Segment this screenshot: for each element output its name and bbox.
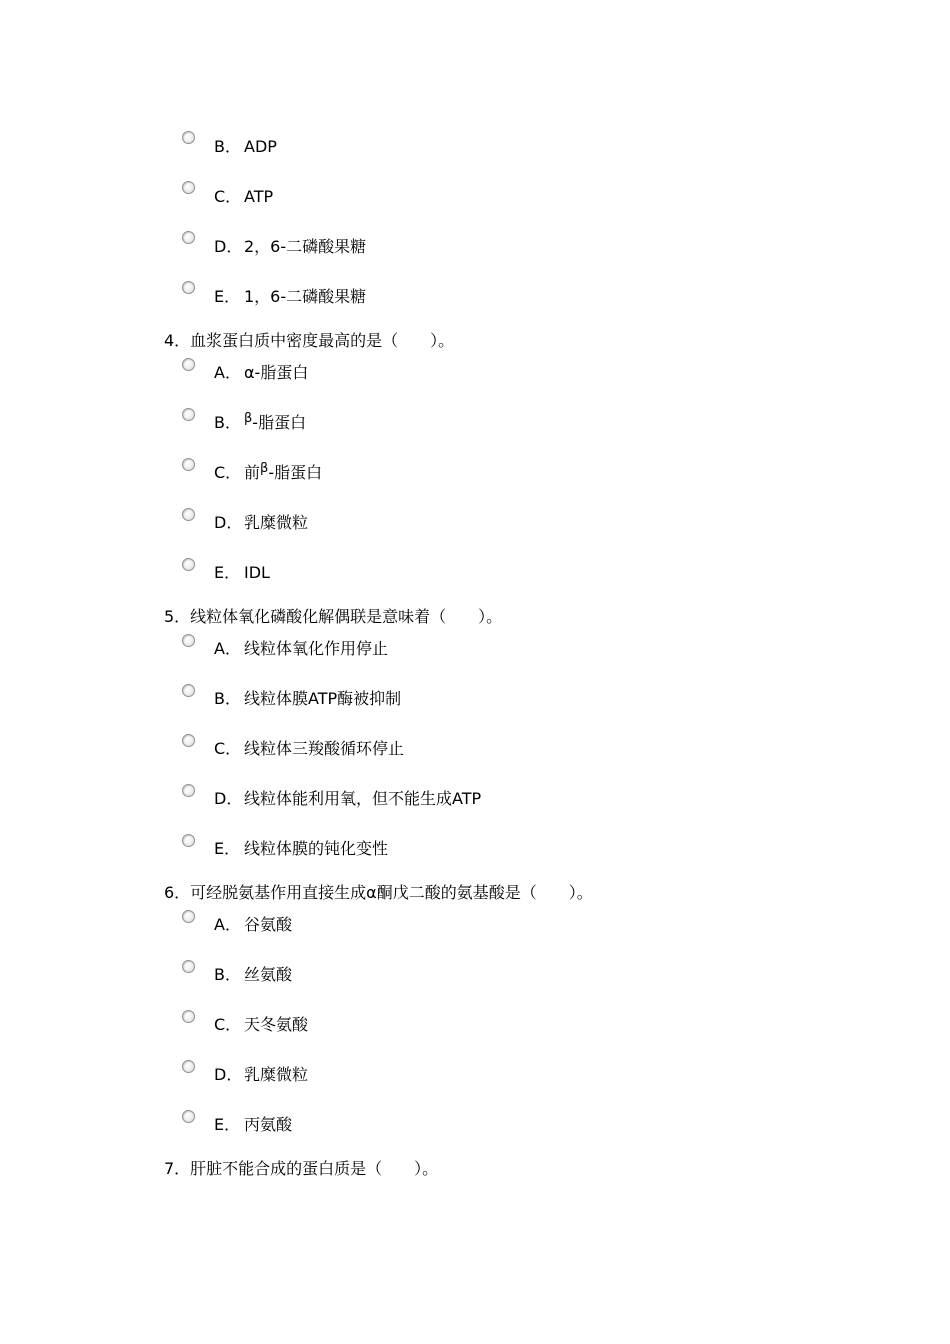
option-text: IDL [244, 563, 270, 582]
option-letter: A． [214, 915, 241, 934]
option-prefix: 前 [244, 463, 261, 482]
radio-button-q4-c[interactable] [182, 458, 195, 471]
question-6-prompt: 6．可经脱氨基作用直接生成α酮戊二酸的氨基酸是（ ）。 [164, 883, 593, 902]
option-q3-d [214, 237, 366, 257]
option-letter: E． [214, 563, 241, 582]
option-q6-b [214, 965, 292, 985]
option-q4-b [214, 413, 306, 435]
option-q6-e [214, 1115, 292, 1135]
option-letter: B． [214, 965, 241, 984]
option-text: 线粒体膜ATP酶被抑制 [244, 689, 402, 708]
option-q5-d [214, 789, 481, 809]
option-letter: B． [214, 413, 241, 432]
option-text: 线粒体膜的钝化变性 [244, 839, 389, 858]
option-letter: E． [214, 1115, 241, 1134]
radio-button-q6-e[interactable] [182, 1110, 195, 1123]
option-q5-a [214, 639, 388, 659]
beta-superscript: β [244, 411, 253, 426]
option-q6-d [214, 1065, 308, 1085]
option-q6-a [214, 915, 292, 935]
option-text: -脂蛋白 [252, 413, 307, 432]
radio-button-q3-e[interactable] [182, 281, 195, 294]
option-text: 乳糜微粒 [244, 513, 309, 532]
option-letter: A． [214, 639, 241, 658]
option-q5-b [214, 689, 401, 709]
radio-button-q4-a[interactable] [182, 358, 195, 371]
option-letter: B． [214, 137, 241, 156]
option-q5-e [214, 839, 388, 859]
radio-button-q6-b[interactable] [182, 960, 195, 973]
radio-button-q4-b[interactable] [182, 408, 195, 421]
radio-button-q4-d[interactable] [182, 508, 195, 521]
option-q4-c [214, 463, 322, 485]
option-text: ATP [244, 187, 274, 206]
option-letter: D． [214, 1065, 243, 1084]
option-letter: C． [214, 1015, 242, 1034]
option-letter: C． [214, 739, 242, 758]
option-q6-c [214, 1015, 308, 1035]
option-text: 线粒体三羧酸循环停止 [244, 739, 405, 758]
option-text: 线粒体氧化作用停止 [244, 639, 389, 658]
option-text: 2，6-二磷酸果糖 [244, 237, 367, 256]
option-text: 线粒体能利用氧，但不能生成ATP [244, 789, 482, 808]
radio-button-q5-c[interactable] [182, 734, 195, 747]
option-letter: E． [214, 287, 241, 306]
option-q3-e [214, 287, 366, 307]
radio-button-q3-c[interactable] [182, 181, 195, 194]
option-text: 天冬氨酸 [244, 1015, 309, 1034]
option-letter: C． [214, 463, 242, 482]
radio-button-q4-e[interactable] [182, 558, 195, 571]
option-q4-e [214, 563, 270, 583]
option-text: 乳糜微粒 [244, 1065, 309, 1084]
question-5-prompt: 5．线粒体氧化磷酸化解偶联是意味着（ ）。 [164, 607, 503, 626]
option-q4-a [214, 363, 308, 383]
option-text: 1，6-二磷酸果糖 [244, 287, 367, 306]
option-text: ADP [244, 137, 277, 156]
radio-button-q6-a[interactable] [182, 910, 195, 923]
beta-superscript: β [260, 461, 269, 476]
option-q4-d [214, 513, 308, 533]
option-q5-c [214, 739, 404, 759]
option-letter: B． [214, 689, 241, 708]
option-text: 谷氨酸 [244, 915, 293, 934]
option-q3-c [214, 187, 273, 207]
option-text: 丝氨酸 [244, 965, 293, 984]
question-4-prompt: 4．血浆蛋白质中密度最高的是（ ）。 [164, 331, 455, 350]
option-letter: D． [214, 789, 243, 808]
option-text: 丙氨酸 [244, 1115, 293, 1134]
option-letter: C． [214, 187, 242, 206]
option-text: -脂蛋白 [268, 463, 323, 482]
radio-button-q5-e[interactable] [182, 834, 195, 847]
option-letter: D． [214, 513, 243, 532]
radio-button-q6-d[interactable] [182, 1060, 195, 1073]
option-letter: A． [214, 363, 241, 382]
radio-button-q3-d[interactable] [182, 231, 195, 244]
option-q3-b [214, 137, 277, 157]
radio-button-q3-b[interactable] [182, 131, 195, 144]
question-7-prompt: 7．肝脏不能合成的蛋白质是（ ）。 [164, 1159, 439, 1178]
option-text: α-脂蛋白 [244, 363, 309, 382]
radio-button-q5-d[interactable] [182, 784, 195, 797]
option-letter: E． [214, 839, 241, 858]
option-letter: D． [214, 237, 243, 256]
radio-button-q5-b[interactable] [182, 684, 195, 697]
radio-button-q5-a[interactable] [182, 634, 195, 647]
radio-button-q6-c[interactable] [182, 1010, 195, 1023]
